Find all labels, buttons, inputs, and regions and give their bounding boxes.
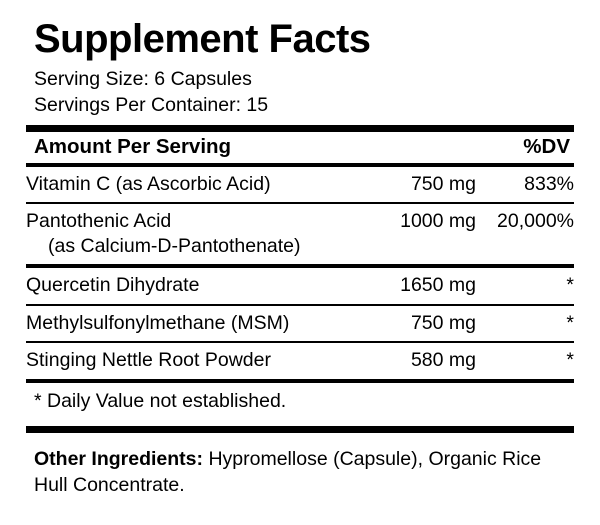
nutrient-amount: 580 mg (354, 342, 476, 379)
table-row (26, 167, 574, 204)
nutrient-amount: 750 mg (410, 172, 476, 195)
nutrient-dv: * (476, 342, 574, 379)
table-row (26, 342, 574, 379)
divider-thick-top (26, 125, 574, 132)
table-row (26, 203, 574, 266)
daily-value-footnote: * Daily Value not established. (34, 390, 287, 413)
nutrient-name (26, 203, 354, 266)
page-title: Supplement Facts (34, 17, 371, 61)
servings-per-container-text: Servings Per Container: 15 (34, 93, 269, 116)
percent-dv-label: %DV (523, 134, 570, 158)
nutrient-dv: * (476, 305, 574, 343)
table-row (26, 266, 574, 305)
divider-thick-bottom (26, 426, 574, 433)
table-row (26, 305, 574, 343)
nutrient-amount: 1650 mg (354, 266, 476, 305)
nutrient-name-main: Pantothenic Acid (26, 210, 172, 233)
nutrients-table (26, 167, 574, 379)
nutrient-name: Vitamin C (as Ascorbic Acid) (26, 172, 271, 195)
supplement-facts-panel (26, 18, 574, 498)
nutrient-name: Stinging Nettle Root Powder (26, 342, 354, 379)
nutrient-amount: 750 mg (354, 305, 476, 343)
nutrient-dv: 833% (524, 172, 574, 195)
nutrient-amount: 1000 mg (354, 203, 476, 266)
other-ingredients-label: Other Ingredients: (34, 448, 204, 471)
other-ingredients (34, 447, 574, 498)
other-ingredients-text: Hypromellose (Capsule), Organic Rice Hull Concentrate. (34, 448, 542, 496)
nutrient-name-sub: (as Calcium-D-Pantothenate) (48, 234, 301, 257)
nutrient-name: Methylsulfonylmethane (MSM) (26, 305, 354, 343)
serving-size-text: Serving Size: 6 Capsules (34, 68, 252, 91)
amount-per-serving-label: Amount Per Serving (34, 134, 232, 158)
nutrient-dv: * (476, 266, 574, 305)
nutrient-dv: 20,000% (476, 203, 574, 266)
amount-per-serving-header-row (26, 132, 574, 163)
nutrient-name: Quercetin Dihydrate (26, 266, 354, 305)
